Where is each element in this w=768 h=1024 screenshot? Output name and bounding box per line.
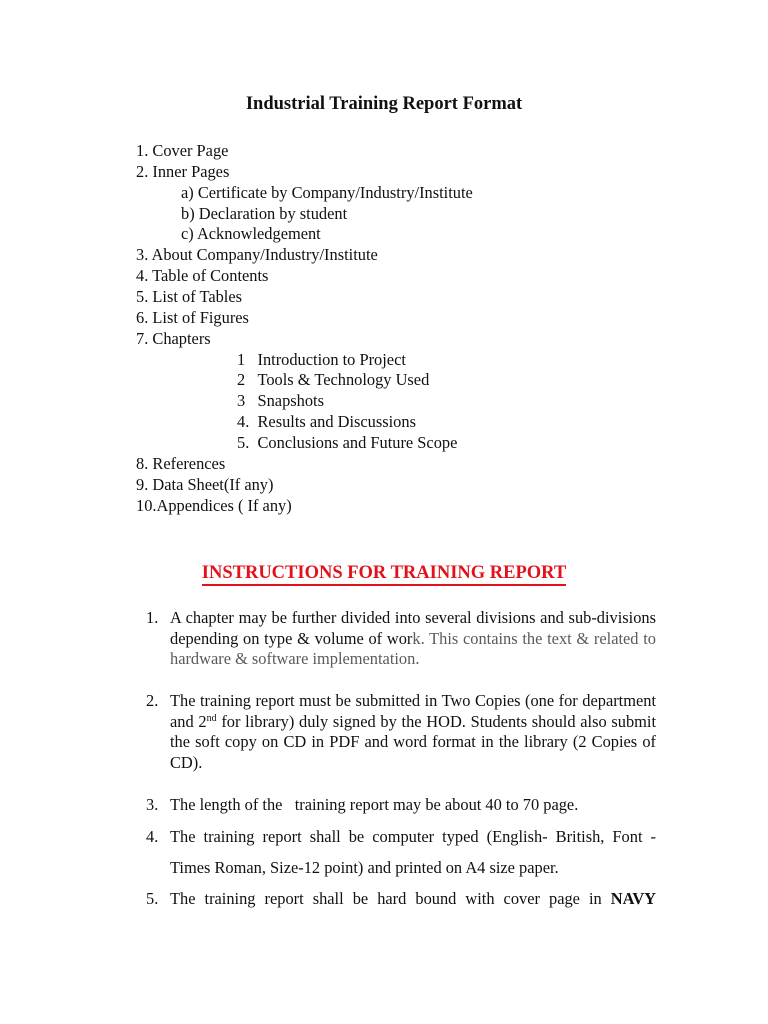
instruction-number: 2.: [146, 691, 159, 710]
instruction-number: 5.: [146, 889, 159, 908]
instructions-title-text: INSTRUCTIONS FOR TRAINING REPORT: [202, 563, 566, 586]
instruction-text: The training report shall be hard bound with cover page in NAVY: [170, 889, 656, 908]
list-item: 6. List of Figures: [136, 308, 249, 327]
instructions-title: [0, 563, 768, 584]
list-subitem: b) Declaration by student: [181, 204, 348, 223]
chapter-item: 1 Introduction to Project: [237, 350, 406, 369]
instruction-text: The training report must be submitted in Two Copies (one for department and 2nd for library) duly signed by the HOD. Students should also submit the soft copy on CD in PDF and word format in the library (2 Copies of CD).: [170, 691, 656, 773]
instruction-number: 4.: [146, 827, 159, 846]
list-item: 9. Data Sheet(If any): [136, 475, 274, 494]
list-subitem: c) Acknowledgement: [181, 224, 321, 243]
instruction-number: 1.: [146, 608, 159, 627]
page-title: Industrial Training Report Format: [245, 94, 523, 114]
list-item: 4. Table of Contents: [136, 266, 269, 285]
instruction-number: 3.: [146, 795, 159, 814]
chapter-item: 3 Snapshots: [237, 391, 324, 410]
list-item: 5. List of Tables: [136, 287, 243, 306]
instruction-item: [146, 795, 656, 816]
instruction-item: [146, 889, 656, 910]
chapter-item: 5. Conclusions and Future Scope: [237, 433, 458, 452]
list-item: 3. About Company/Industry/Institute: [136, 245, 378, 264]
instruction-text: The length of the training report may be about 40 to 70 page.: [170, 795, 579, 814]
chapter-item: 2 Tools & Technology Used: [237, 370, 430, 389]
instruction-item: [146, 827, 656, 878]
list-item: 7. Chapters: [136, 329, 211, 348]
instruction-text-line1: The training report shall be computer typed (English- British, Font -: [170, 827, 656, 846]
list-item: 2. Inner Pages: [136, 162, 230, 181]
list-subitem: a) Certificate by Company/Industry/Institute: [181, 183, 473, 202]
list-item: 1. Cover Page: [136, 141, 229, 160]
instruction-text: A chapter may be further divided into several divisions and sub-divisions depending on type & volume of work. This contains the text & related to hardware & software implementation.: [170, 608, 656, 669]
instruction-text-line2: Times Roman, Size-12 point) and printed on A4 size paper.: [170, 857, 559, 877]
instruction-item: [146, 608, 656, 670]
instruction-item: [146, 691, 656, 774]
chapter-item: 4. Results and Discussions: [237, 412, 416, 431]
list-item: 10.Appendices ( If any): [136, 496, 292, 515]
list-item: 8. References: [136, 454, 226, 473]
